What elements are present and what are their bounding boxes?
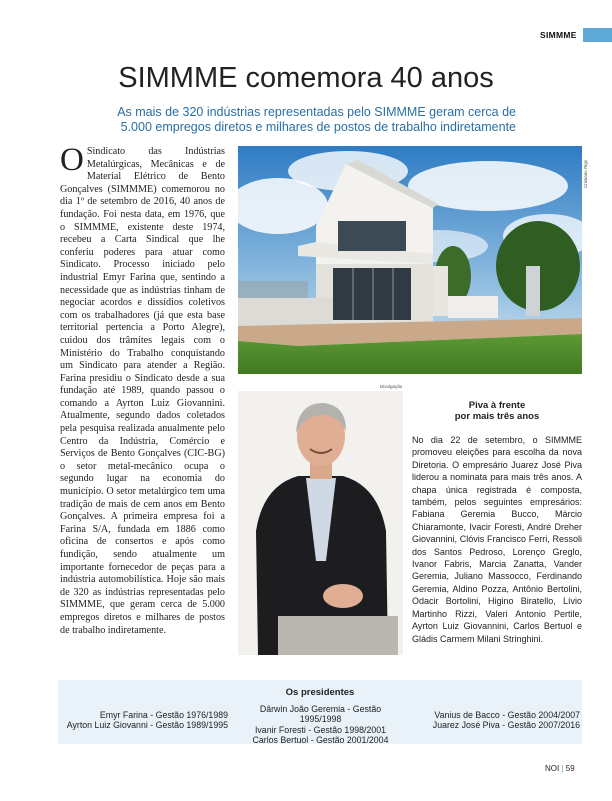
presidents-column-1 [58,710,228,731]
president-entry: Emyr Farina - Gestão 1976/1989 [99,710,228,720]
building-photo [238,146,582,374]
article-body [60,142,225,637]
sidebar-title-line2: por mais três anos [454,411,540,422]
page-footer [545,764,575,773]
president-entry: Ayrton Luiz Giovanni - Gestão 1989/1995 [66,720,228,731]
building-photo-illustration [238,146,582,374]
section-tab [540,28,612,42]
sidebar-title-line1: Piva à frente [468,400,526,411]
section-color-bar [583,28,612,42]
presidents-column-2 [238,704,403,745]
footer-separator: | [561,764,564,773]
section-label: SIMMME [540,30,577,40]
page-number: 59 [565,764,575,773]
portrait-photo-credit: Divulgação [380,384,403,389]
presidents-box [58,680,582,744]
portrait-photo-illustration [238,391,403,655]
president-entry: Dârwin João Geremia - Gestão 1995/1998 [259,704,382,725]
portrait-photo [238,391,403,655]
president-entry: Ivanir Foresti - Gestão 1998/2001 [254,724,387,735]
president-entry: Juarez José Piva - Gestão 2007/2016 [432,720,580,731]
building-photo-credit: Cristiano Rigo [583,159,588,188]
presidents-column-3 [410,710,580,731]
president-entry: Vanius de Bacco - Gestão 2004/2007 [434,710,580,720]
article-body-text: Sindicato das Indústrias Metalúrgicas, Mecânicas e de Material Elétrico de Bento Gonçalves (SIMMME) comemorou no dia 1º de setembro de 2016, 40 anos de fundação. Foi nesta data, em 1976, que o SIMMME, existente deste 1974, recebeu a Carta Sindical que lhe conferiu poderes para atuar como Sindicato. Processo iniciado pelo industrial Emyr Farina que, sentindo a necessidade que as indústrias tinham de negociar acordos e dissídios coletivos com os trabalhadores (já que esta base territorial pertencia a Porto Alegre), cuidou dos trâmites legais com o Ministério do Trabalho conquistando um Sindicato para atender a Região. Farina presidiu o Sindicato desde a sua fundação até 1989, quando passou o comando a Ayrton Luiz Giovannini. Atualmente, segundo dados coletados pela pesquisa realizada anualmente pelo Centro da Indústria, Comércio e Serviços de Bento Gonçalves (CIC-BG) o setor metal-mecânico ocupa o segundo lugar na economia do município. O setor metalúrgico tem uma tradição de mais de cem anos em Bento Gonçalves. A primeira empresa foi a Farina S/A, fundada em 1886 como oficina de consertos e após como fundição, sendo atualmente um importante fornecedor de peças para a indústria automobilística. Hoje são mais de 320 as indústrias representadas pelo SIMMME, que geram cerca de 5.000 empregos diretos e milhares de postos de trabalho indiretamente. [60,146,225,636]
drop-cap: O [60,142,84,178]
article-title: SIMMME comemora 40 anos [118,62,494,94]
presidents-title: Os presidentes [285,687,355,698]
sidebar-title [412,400,582,422]
sidebar-text: No dia 22 de setembro, o SIMMME promoveu eleições para escolha da nova Diretoria. O empresário Juarez José Piva liderou a nominata para mais três anos. A chapa única registrada é composta, também, pelos seguintes empresários: Fabiana Geremia Bucco, Márcio Chiaramonte, Ivacir Foresti, André Dreher Giovannini, Clóvis Francisco Ferri, Ressoli dos Santos Pedroso, Lorenço Greglo, Ivanor Fabris, Marcia Zanatta, Vander Geremia, Juliano Massocco, Ferdinando Geremia, Aldino Pozza, Antônio Bertolini, Odacir Bortolini, Higino Biratello, Lívio Martinho Rizzi, Valeri Antonio Pertile, Ayrton Luiz Giovannini, Carlos Bertuol e Gládis Carmem Milani Stringhini. [412,435,582,644]
sidebar-box [412,400,582,645]
magazine-name: NOI [545,764,560,773]
article-subtitle: As mais de 320 indústrias representadas pelo SIMMME geram cerca de 5.000 empregos diretos e milhares de postos de trabalho indiretamente [117,105,516,134]
president-entry: Carlos Bertuol - Gestão 2001/2004 [252,734,389,745]
